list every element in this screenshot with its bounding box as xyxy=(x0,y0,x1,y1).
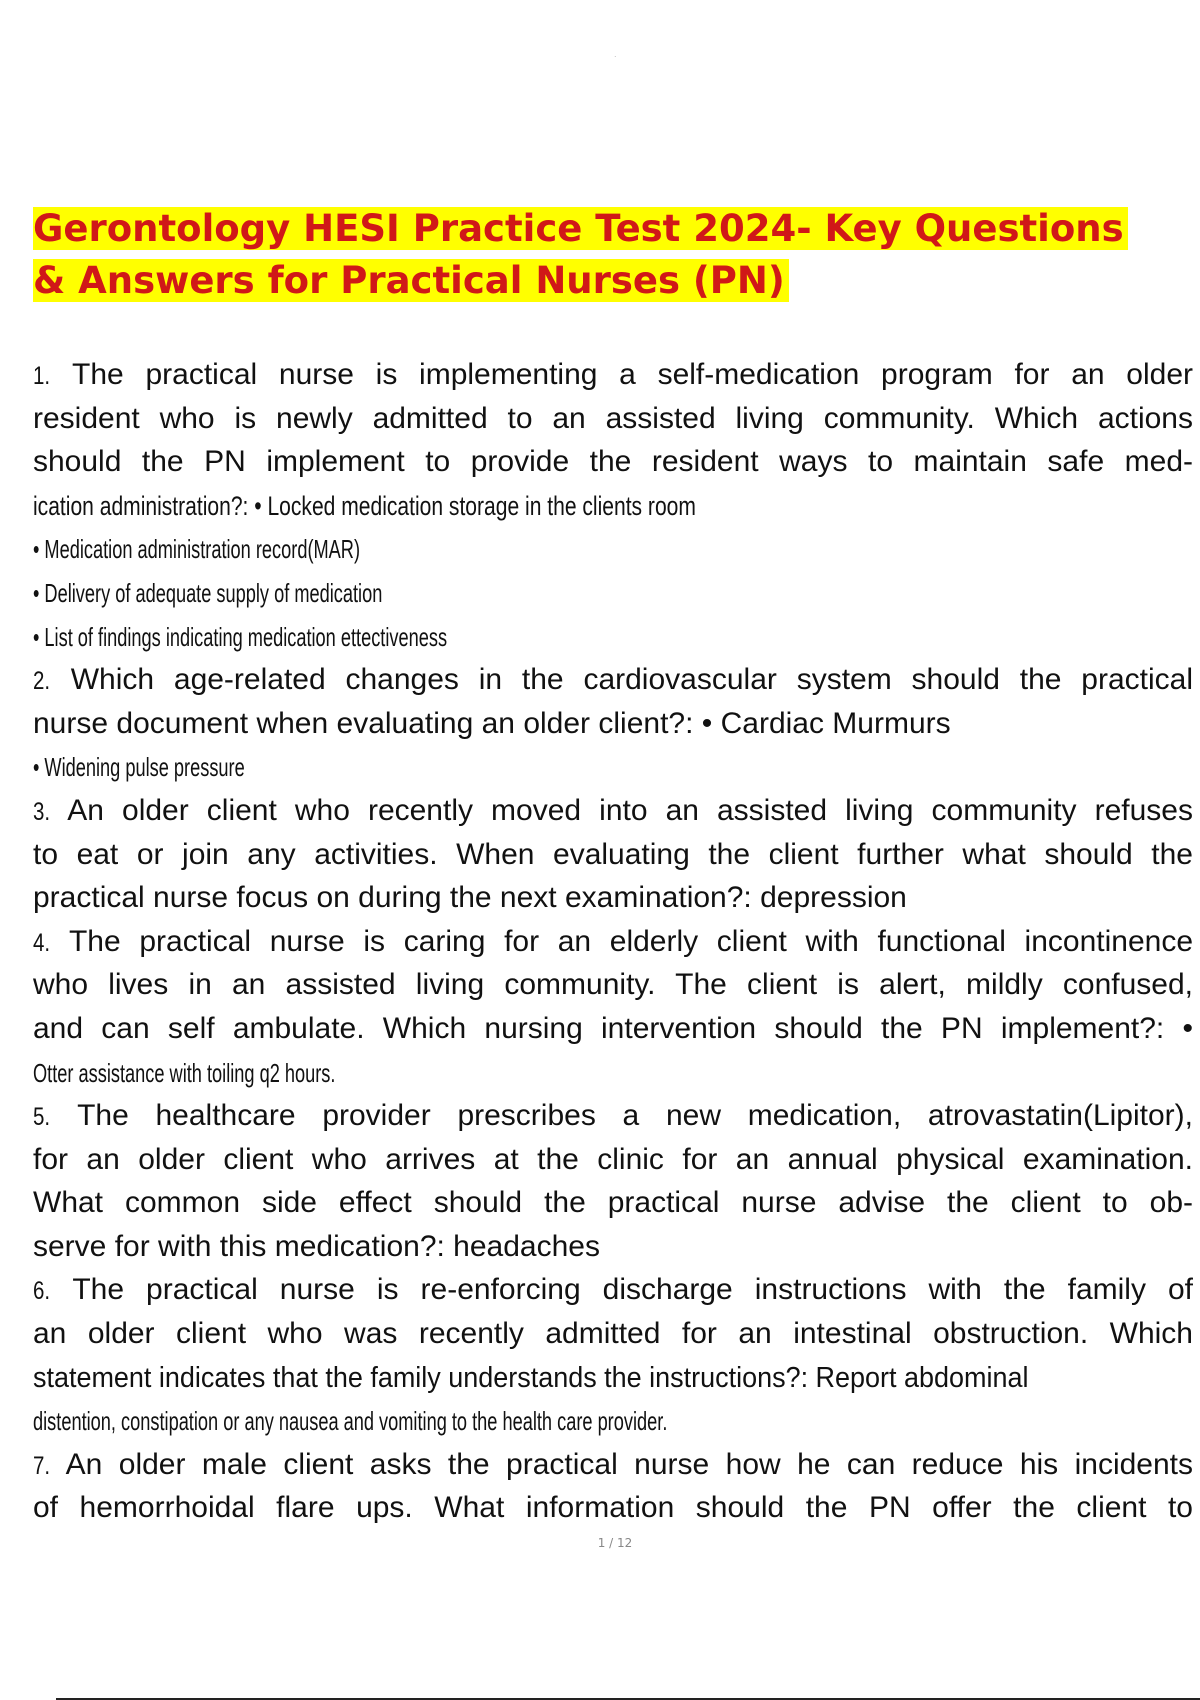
question-number: 1. xyxy=(33,362,51,390)
question-number: 7. xyxy=(33,1451,51,1480)
question-3-line-1: 3. An older client who recently moved into an assisted living community refuses xyxy=(33,789,1193,833)
question-2-line-2: nurse document when evaluating an older client?: • Cardiac Murmurs xyxy=(33,706,951,740)
document-title xyxy=(33,203,1200,307)
question-1-line-1: 1. The practical nurse is implementing a self-medication program for an older xyxy=(33,353,1193,397)
question-6-line-3: statement indicates that the family understands the instructions?: Report abdominal xyxy=(33,1361,1029,1394)
question-1-answer-2: • Medication administration record(MAR) xyxy=(33,534,361,565)
top-mark: . xyxy=(614,50,617,59)
question-7-line-1: 7. An older male client asks the practical nurse how he can reduce his incidents xyxy=(33,1443,1193,1487)
question-6-answer-1: distention, constipation or any nausea and vomiting to the health care provider. xyxy=(33,1406,668,1437)
question-6-line-1: 6. The practical nurse is re-enforcing discharge instructions with the family of xyxy=(33,1268,1193,1312)
title-line-2: & Answers for Practical Nurses (PN) xyxy=(33,255,1200,307)
question-3-line-2: to eat or join any activities. When evaluating the client further what should the xyxy=(33,837,1193,871)
question-number: 4. xyxy=(33,928,51,957)
question-7-line-2: of hemorrhoidal flare ups. What information should the PN offer the client to xyxy=(33,1491,1193,1525)
question-1-answer-4: • List of findings indicating medication ettectiveness xyxy=(33,621,448,652)
question-5-line-4: serve for with this medication?: headaches xyxy=(33,1229,600,1263)
question-5-line-1: 5. The healthcare provider prescribes a new medication, atrovastatin(Lipitor), xyxy=(33,1094,1193,1138)
question-4-line-3: and can self ambulate. Which nursing intervention should the PN implement?: • xyxy=(33,1011,1193,1045)
page-number: 1 / 12 xyxy=(597,1536,633,1550)
question-number: 5. xyxy=(33,1103,51,1132)
question-5-line-3: What common side effect should the practical nurse advise the client to ob- xyxy=(33,1186,1193,1220)
question-1-answer-3: • Delivery of adequate supply of medication xyxy=(33,577,383,608)
question-4-line-1: 4. The practical nurse is caring for an elderly client with functional incontinence xyxy=(33,920,1193,964)
question-4-answer-1: Otter assistance with toiling q2 hours. xyxy=(33,1057,336,1088)
question-2-line-1: 2. Which age-related changes in the cardiovascular system should the practical xyxy=(33,658,1193,702)
question-number: 2. xyxy=(33,667,51,696)
question-1-line-2: resident who is newly admitted to an assisted living community. Which actions xyxy=(33,401,1193,435)
question-4-line-2: who lives in an assisted living community. The client is alert, mildly confused, xyxy=(33,968,1193,1002)
question-1-line-3: should the PN implement to provide the resident ways to maintain safe med- xyxy=(33,445,1193,479)
question-6-line-2: an older client who was recently admitted for an intestinal obstruction. Which xyxy=(33,1317,1193,1351)
question-2-answer-1: • Widening pulse pressure xyxy=(33,752,245,783)
question-number: 3. xyxy=(33,797,51,826)
question-list xyxy=(33,353,1193,1530)
question-3-line-3: practical nurse focus on during the next examination?: depression xyxy=(33,881,907,915)
question-number: 6. xyxy=(33,1277,51,1306)
question-1-answer-1: ication administration?: • Locked medication storage in the clients room xyxy=(33,490,696,521)
title-line-1: Gerontology HESI Practice Test 2024- Key Questions xyxy=(33,203,1200,255)
question-5-line-2: for an older client who arrives at the clinic for an annual physical examination. xyxy=(33,1142,1193,1176)
